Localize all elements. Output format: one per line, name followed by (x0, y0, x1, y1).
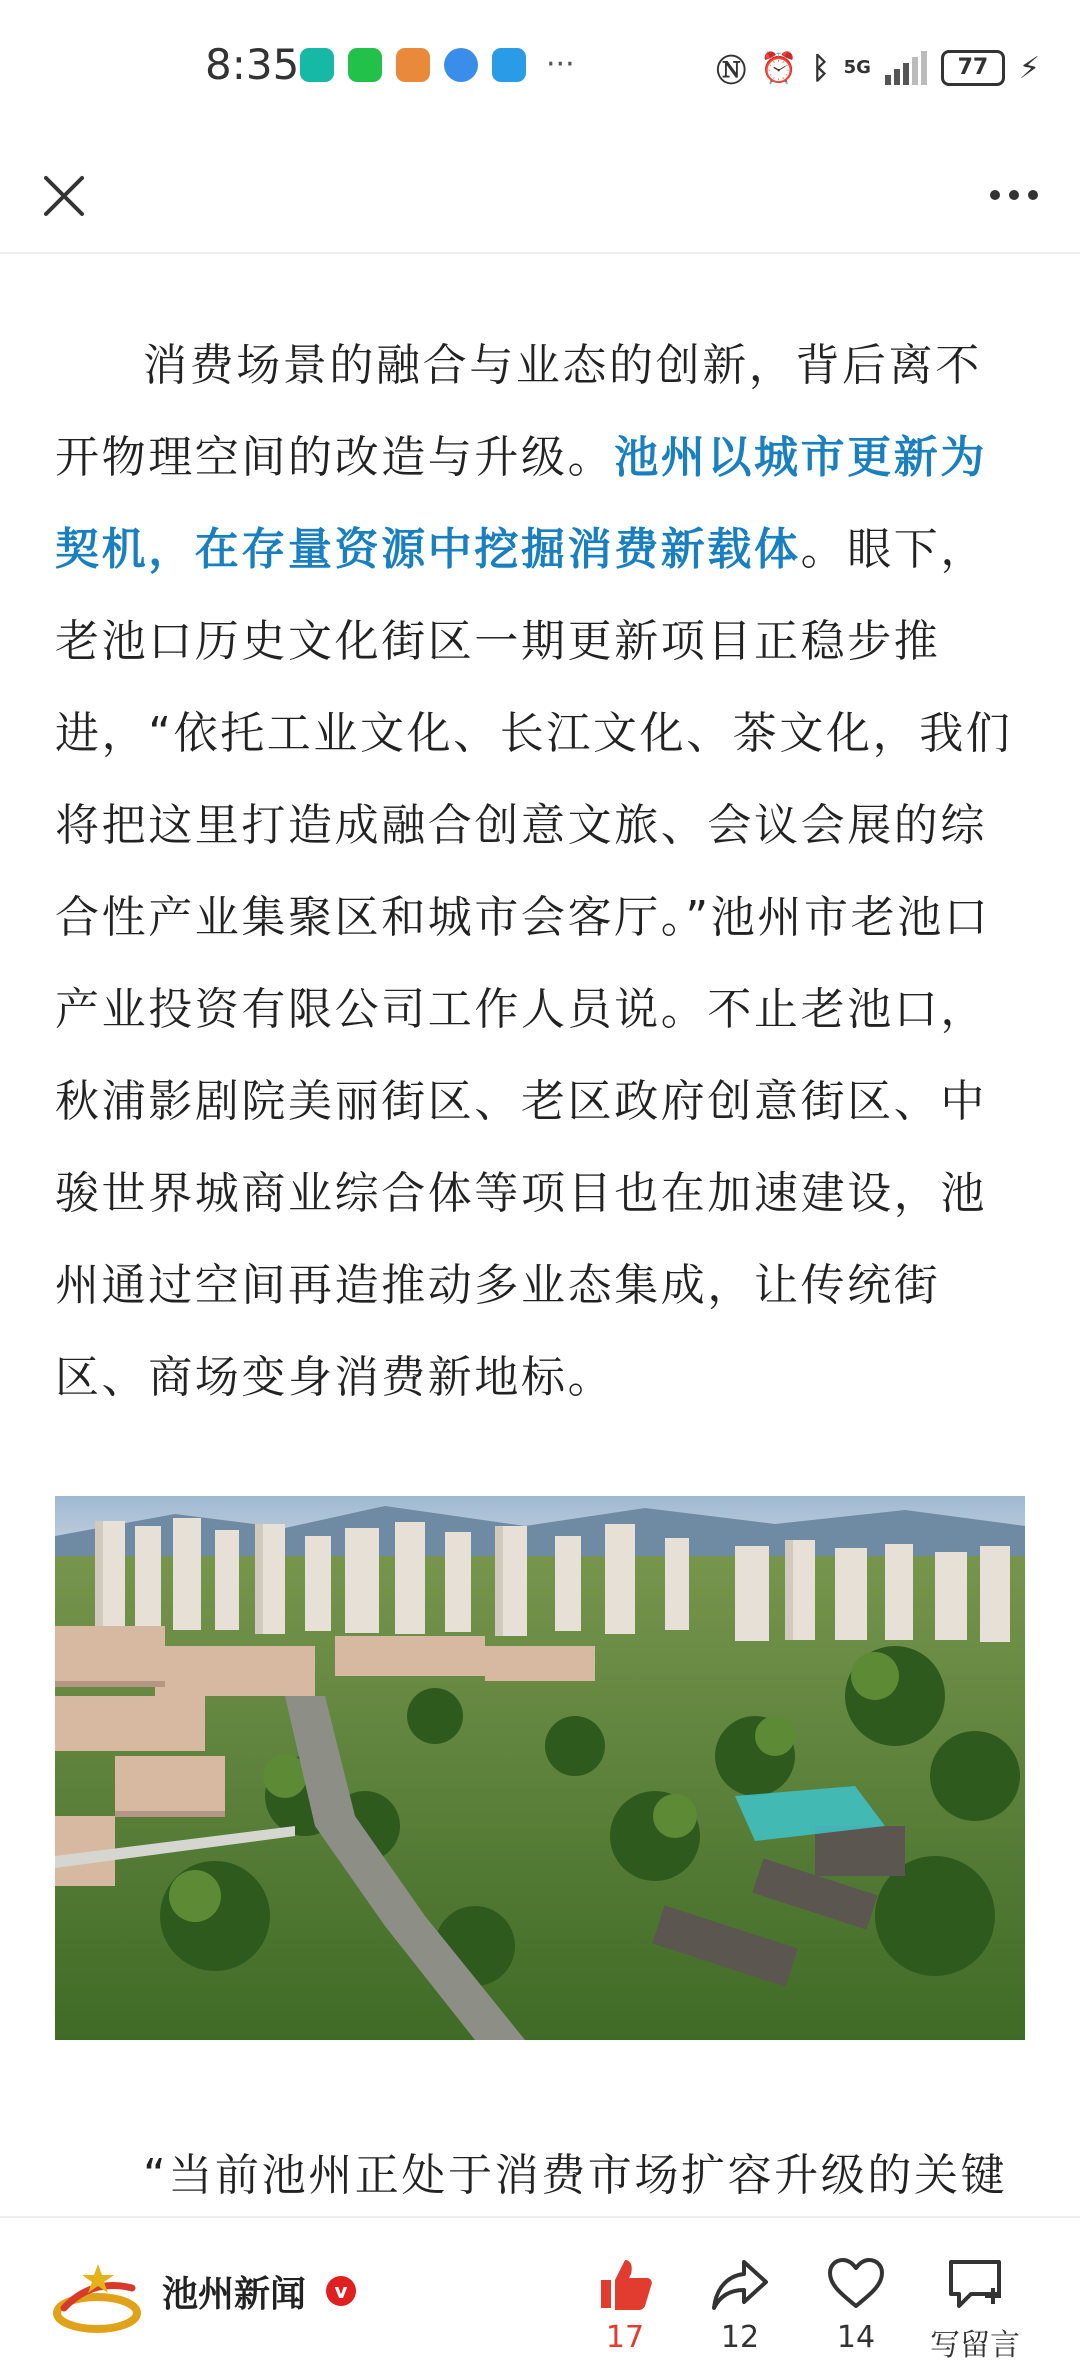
article-paragraph (55, 320, 1025, 1424)
nfc-icon: Ⓝ (716, 54, 747, 89)
heart-icon (826, 2256, 886, 2312)
thumbs-up-icon (595, 2256, 655, 2312)
share-icon (710, 2256, 770, 2312)
comment-add-icon (945, 2256, 1005, 2312)
favorite-button[interactable] (806, 2256, 906, 2355)
paragraph-text: 消费场景的融合与业态的创新，背后离不开物理空间的改造与升级。 (55, 340, 982, 483)
share-count: 12 (720, 2320, 760, 2355)
article-body (55, 320, 1025, 1424)
status-time: 8:35 (205, 40, 300, 89)
top-nav-bar (0, 140, 1080, 254)
verified-badge: v (326, 2276, 356, 2306)
charging-icon: ⚡ (1018, 50, 1040, 86)
close-button[interactable] (30, 162, 98, 230)
more-options-button[interactable] (978, 170, 1050, 220)
write-comment-label: 写留言 (930, 2328, 1020, 2363)
bluetooth-icon: ᛒ (811, 50, 830, 86)
bottom-action-bar (0, 2216, 1080, 2378)
publisher-logo-icon (52, 2258, 142, 2338)
more-dots-icon (990, 190, 1000, 200)
app-notification-icon (396, 48, 430, 82)
more-dot (1009, 190, 1019, 200)
network-type: 5G (843, 57, 871, 78)
battery-level: 77 (941, 50, 1005, 86)
aerial-city-image (55, 1496, 1025, 2040)
wechat-icon (348, 48, 382, 82)
more-notifications-icon: ··· (546, 47, 575, 82)
notification-icons (300, 48, 575, 82)
app-notification-icon (444, 48, 478, 82)
favorite-count: 14 (836, 2320, 876, 2355)
app-notification-icon (300, 48, 334, 82)
signal-icon (885, 51, 927, 85)
share-button[interactable] (690, 2256, 790, 2355)
status-indicators (716, 46, 1040, 90)
publisher-logo[interactable] (52, 2258, 142, 2338)
close-icon (30, 162, 98, 230)
article-photo[interactable] (55, 1496, 1025, 2040)
more-dot (1028, 190, 1038, 200)
app-notification-icon (492, 48, 526, 82)
status-bar (0, 0, 1080, 140)
paragraph-text: 。眼下，老池口历史文化街区一期更新项目正稳步推进，“依托工业文化、长江文化、茶文化，我们将把这里打造成融合创意文旅、会议会展的综合性产业集聚区和城市会客厅。”池州市老池口产业投资有限公司工作人员说。不止老池口，秋浦影剧院美丽街区、老区政府创意街区、中骏世界城商业综合体等项目也在加速建设，池州通过空间再造推动多业态集成，让传统街区、商场变身消费新地标。 (55, 524, 1013, 1403)
alarm-icon: ⏰ (760, 50, 798, 86)
publisher-name[interactable]: 池州新闻 (162, 2274, 307, 2315)
write-comment-button[interactable] (920, 2256, 1030, 2364)
highlighted-text: 池州以城市更新为契机，在存量资源中挖掘消费新载体 (55, 432, 988, 575)
article-paragraph: “当前池州正处于消费市场扩容升级的关键 (143, 2150, 1008, 2201)
like-count: 17 (605, 2320, 645, 2355)
like-button[interactable] (575, 2256, 675, 2355)
